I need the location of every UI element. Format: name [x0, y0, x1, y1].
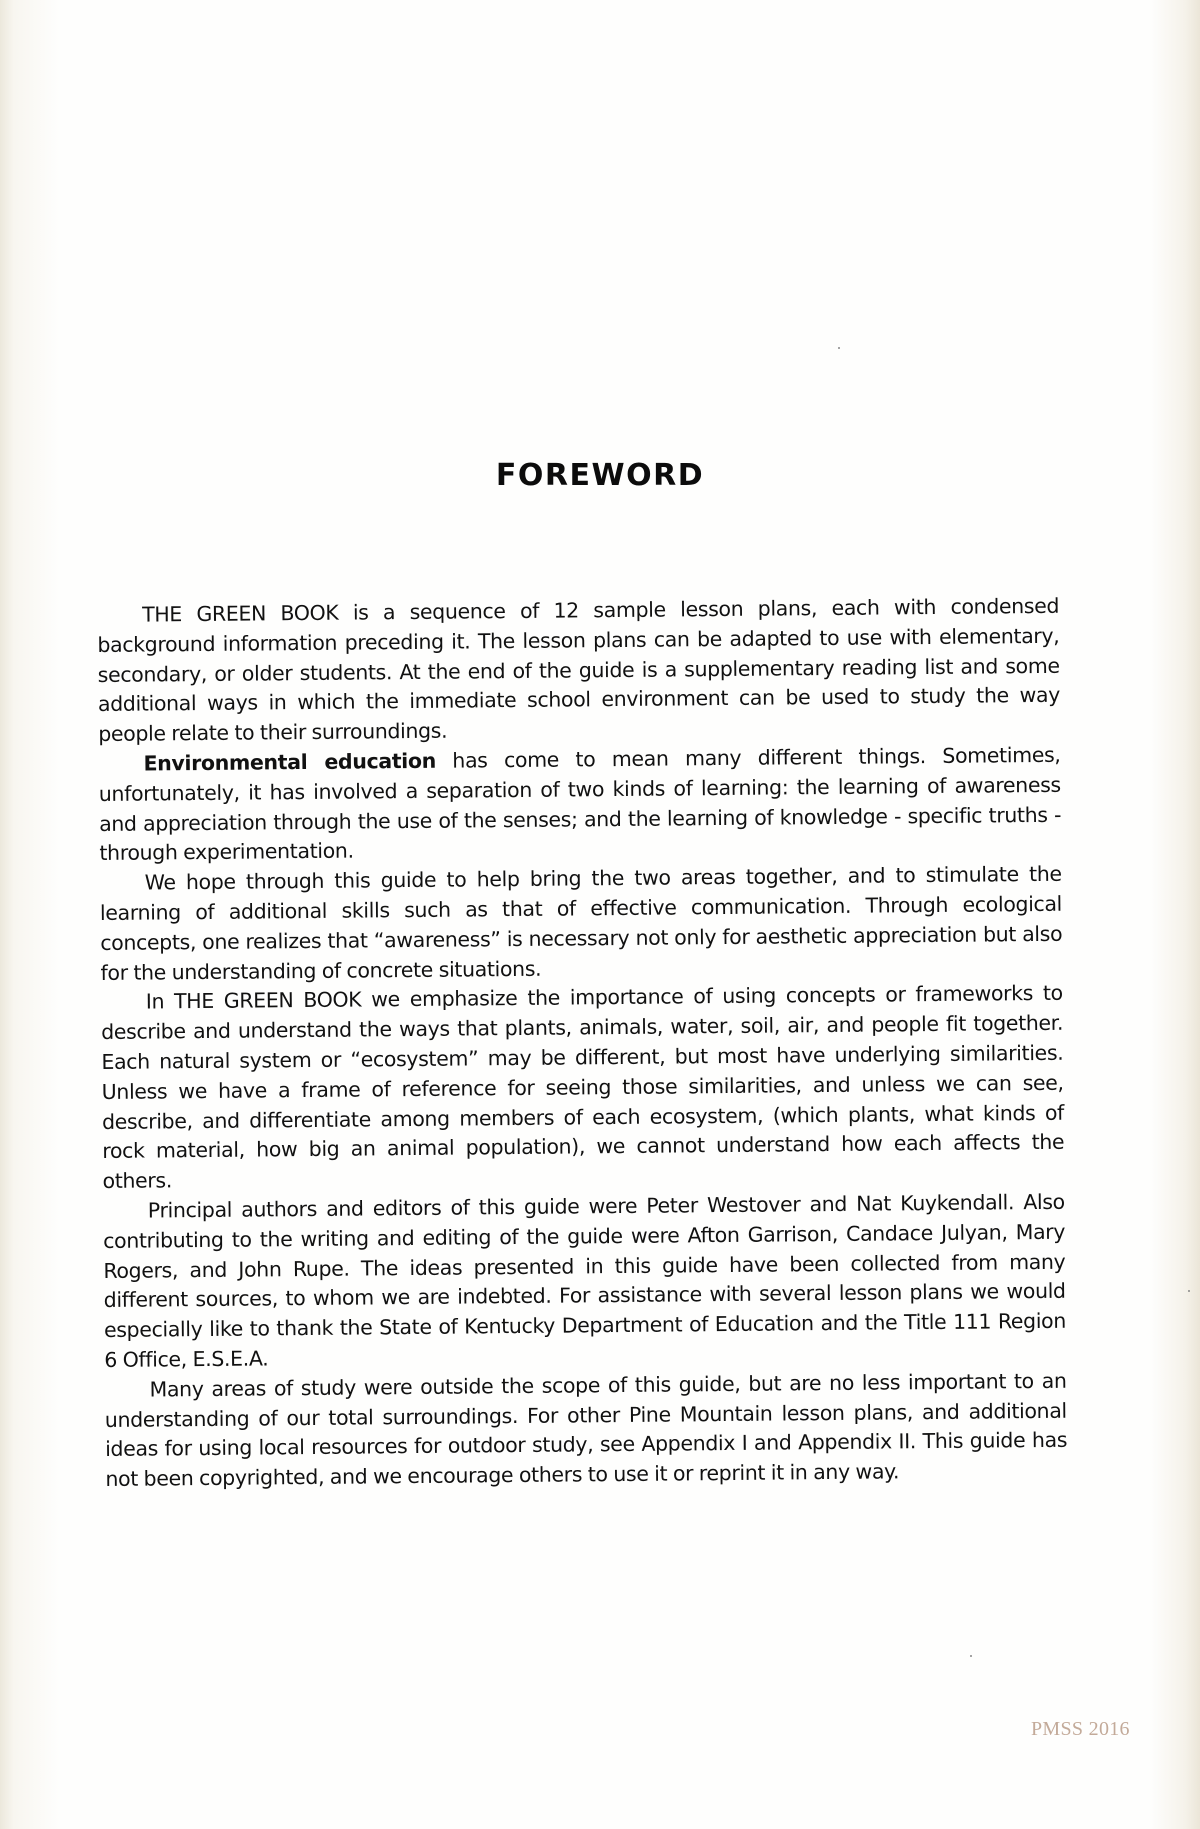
- paragraph-text: We hope through this guide to help bring the two areas together, and to stimulate the learning of additional skills such as that of effective communication. Through ecological concepts, one realizes that “awareness” is necessary not only for aesthetic appreciation but also for the understanding of concrete situations.: [99, 861, 1063, 985]
- paragraph-frameworks: [101, 979, 1065, 1197]
- paragraph-text: In THE GREEN BOOK we emphasize the importance of using concepts or frameworks to describe and understand the ways that plants, animals, water, soil, air, and people fit together. Each natural system or “ecosystem” may be different, but most have underlying similarities. Unless we have a frame of reference for seeing those similarities, and unless we can see, describe, and differentiate among members of each ecosystem, (which plants, what kinds of rock material, how big an animal population), we cannot understand how each affects the others.: [101, 981, 1065, 1194]
- paragraph-text: Many areas of study were outside the scope of this guide, but are no less important to an understanding of our total surroundings. For other Pine Mountain lesson plans, and additional ideas for using local resources for outdoor study, see Appendix I and Appendix II. This guide has not been copyrighted, and we encourage others to use it or reprint it in any way.: [104, 1368, 1068, 1492]
- archive-watermark: PMSS 2016: [1031, 1718, 1130, 1740]
- page-title: FOREWORD: [495, 458, 705, 493]
- paper-speck: [970, 1655, 972, 1657]
- paragraph-authors: [103, 1188, 1067, 1376]
- paragraph-hope: [100, 860, 1063, 988]
- paragraph-environmental-education: [98, 741, 1061, 869]
- paragraph-scope: [104, 1366, 1067, 1494]
- paragraph-text: THE GREEN BOOK is a sequence of 12 sample lesson plans, each with condensed background information preceding it. The lesson plans can be adapted to use with elementary, secondary, or older students. At the end of the guide is a supplementary reading list and some additional ways in which the immediate school environment can be used to study the way people relate to their surroundings.: [97, 593, 1061, 747]
- foreword-body: [97, 592, 1068, 1495]
- paragraph-text: has come to mean many different things. Sometimes, unfortunately, it has involved a separation of two kinds of learning: the learning of awareness and appreciation through the use of the senses; and the learning of knowledge - specific truths - through experimentation.: [98, 742, 1062, 866]
- paper-speck: [1188, 1290, 1190, 1292]
- paragraph-text: Principal authors and editors of this guide were Peter Westover and Nat Kuykendall. Also contributing to the writing and editing of the guide were Afton Garrison, Candace Julyan, Mary Rogers, and John Rupe. The ideas presented in this guide have been collected from many different sources, to whom we are indebted. For assistance with several lesson plans we would especially like to thank the State of Kentucky Department of Education and the Title 111 Region 6 Office, E.S.E.A.: [103, 1189, 1067, 1372]
- paragraph-intro: [97, 592, 1060, 750]
- paragraph-lead-bold: Environmental education: [143, 748, 437, 776]
- paper-speck: [838, 347, 840, 349]
